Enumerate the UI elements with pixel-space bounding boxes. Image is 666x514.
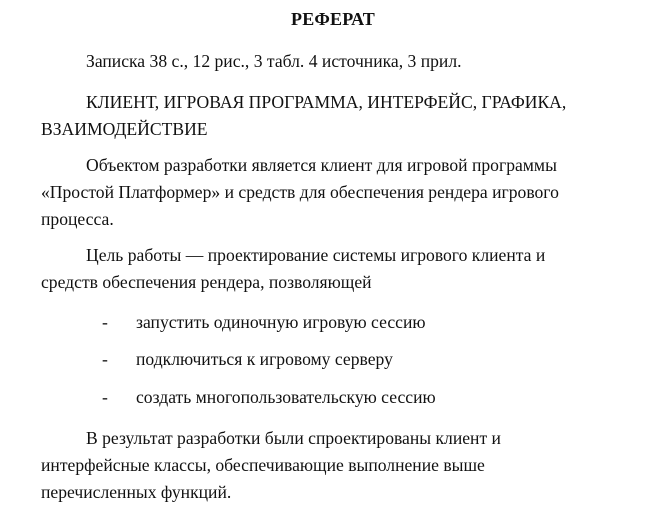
bullet-marker: -	[102, 349, 108, 369]
object-paragraph	[41, 152, 621, 233]
goal-line-1: Цель работы — проектирование системы игрового клиента и	[86, 245, 546, 265]
summary-paragraph	[41, 48, 621, 75]
object-line-1: Объектом разработки является клиент для игровой программы	[86, 155, 557, 175]
list-item	[102, 311, 426, 333]
goal-line-2: средств обеспечения рендера, позволяющей	[41, 272, 372, 292]
keywords-line-2: ВЗАИМОДЕЙСТВИЕ	[41, 119, 208, 139]
list-item	[102, 348, 393, 370]
result-line-2: интерфейсные классы, обеспечивающие выполнение выше	[41, 455, 485, 475]
result-paragraph	[41, 425, 621, 506]
document-title: РЕФЕРАТ	[291, 9, 375, 29]
object-line-2: «Простой Платформер» и средств для обеспечения рендера игрового	[41, 182, 559, 202]
summary-line: Записка 38 с., 12 рис., 3 табл. 4 источника, 3 прил.	[86, 51, 462, 71]
bullet-text: запустить одиночную игровую сессию	[136, 312, 426, 332]
list-item	[102, 386, 436, 408]
bullet-text: подключиться к игровому серверу	[136, 349, 393, 369]
bullet-marker: -	[102, 387, 108, 407]
bullet-text: создать многопользовательскую сессию	[136, 387, 436, 407]
bullet-marker: -	[102, 312, 108, 332]
keywords-paragraph	[41, 89, 621, 143]
result-line-3: перечисленных функций.	[41, 482, 232, 502]
result-line-1: В результат разработки были спроектированы клиент и	[86, 428, 501, 448]
goal-paragraph	[41, 242, 621, 296]
keywords-line-1: КЛИЕНТ, ИГРОВАЯ ПРОГРАММА, ИНТЕРФЕЙС, ГРАФИКА,	[86, 92, 567, 112]
object-line-3: процесса.	[41, 209, 114, 229]
